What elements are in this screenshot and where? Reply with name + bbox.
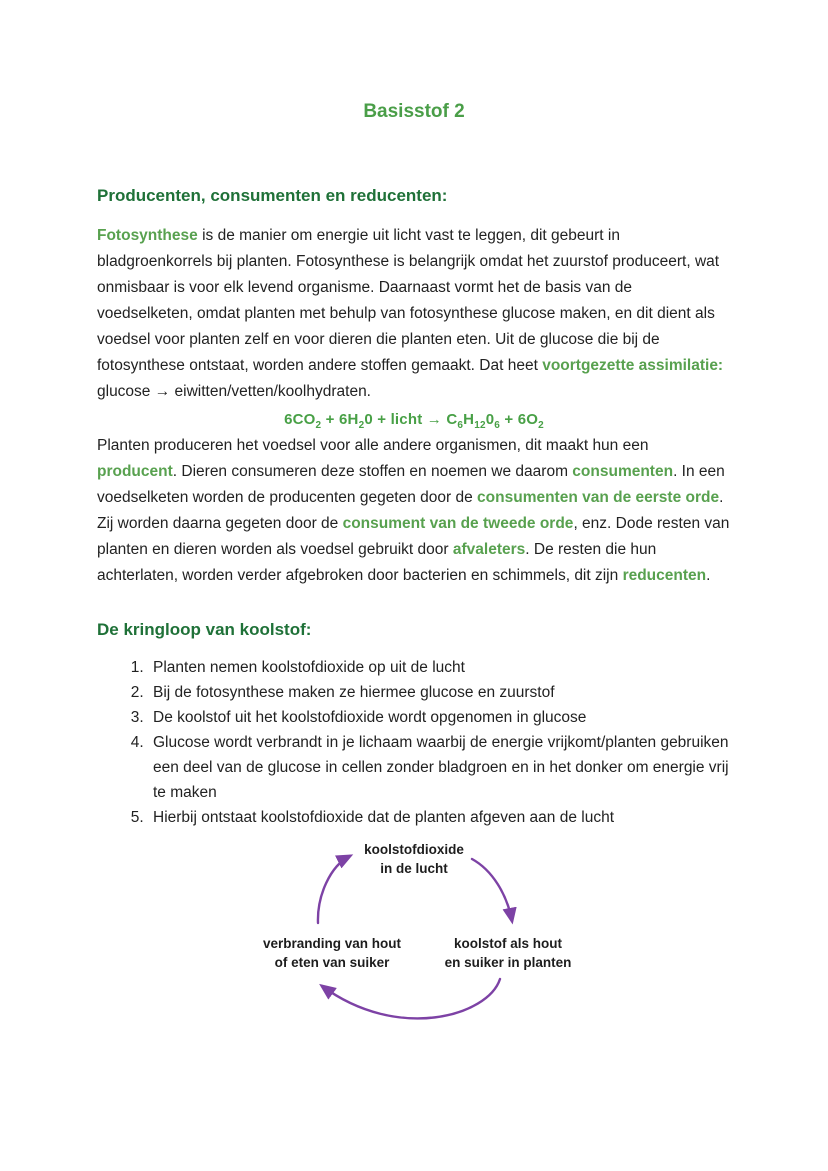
- text-segment: . In een voedselketen worden de producenten gegeten door de: [97, 463, 725, 506]
- text-segment: glucose: [97, 383, 155, 400]
- text-segment: 2: [358, 420, 365, 431]
- text-segment: .: [706, 567, 711, 584]
- list-item: 1. Planten nemen koolstofdioxide op uit de lucht: [148, 655, 731, 680]
- diagram-label-line: of eten van suiker: [274, 955, 390, 970]
- diagram-label-line: en suiker in planten: [444, 955, 572, 970]
- paragraph-photosynthesis: [97, 223, 731, 405]
- diagram-label-carbon-in-plants: [445, 934, 572, 972]
- text-segment: . Zij worden daarna gegeten door de: [97, 489, 724, 532]
- text-segment: →: [426, 411, 442, 428]
- text-segment: 0: [485, 411, 495, 428]
- text-segment: H: [463, 411, 475, 428]
- diagram-label-line: koolstofdioxide: [364, 842, 464, 857]
- highlight-term: consumenten: [572, 463, 674, 480]
- cycle-arrow-up-left: [318, 856, 350, 923]
- photosynthesis-formula: [97, 407, 731, 433]
- list-item: 2. Bij de fotosynthese maken ze hiermee glucose en zuurstof: [148, 680, 731, 705]
- diagram-label-burning-wood: [263, 934, 401, 972]
- diagram-label-line: koolstof als hout: [454, 936, 562, 951]
- diagram-label-line: verbranding van hout: [262, 936, 402, 951]
- highlight-term: Fotosynthese: [97, 227, 198, 244]
- highlight-term: reducenten: [622, 567, 707, 584]
- section1-heading: Producenten, consumenten en reducenten:: [97, 186, 448, 205]
- highlight-term: consumenten van de eerste orde: [477, 489, 720, 506]
- highlight-term: afvaleters: [452, 541, 526, 558]
- text-segment: . Dieren consumeren deze stoffen en noemen we daarom: [172, 463, 573, 480]
- text-segment: 6: [494, 420, 501, 431]
- list-item: 5. Hierbij ontstaat koolstofdioxide dat de planten afgeven aan de lucht: [148, 805, 731, 830]
- paragraph-producers-consumers: [97, 433, 731, 589]
- text-segment: C: [441, 411, 458, 428]
- text-segment: 6: [457, 420, 464, 431]
- document-title: Basisstof 2: [363, 101, 465, 122]
- list-item: 4. Glucose wordt verbrandt in je lichaam waarbij de energie vrijkomt/planten gebruiken een deel van de glucose in cellen zonder bladgroen en in het donker om energie vrij te maken: [148, 730, 731, 805]
- highlight-term: consument van de tweede orde: [342, 515, 574, 532]
- text-segment: , enz. Dode resten van planten en dieren worden als voedsel gebruikt door: [97, 515, 730, 558]
- text-segment: 0 + licht: [364, 411, 427, 428]
- cycle-arrow-down-right: [472, 859, 512, 921]
- highlight-term: producent: [97, 463, 173, 480]
- text-segment: is de manier om energie uit licht vast te leggen, dit gebeurt in bladgroenkorrels bij planten. Fotosynthese is belangrijk omdat het zuurstof produceert, wat onmisbaar is voor elk levend organisme. Daarnaast vormt het de basis van de voedselketen, omdat planten met behulp van fotosynthese glucose maken, en dit dient als voedsel voor planten zelf en voor dieren die planten eten. Uit de glucose die bij de fotosynthese ontstaat, worden andere stoffen gemaakt. Dat heet: [97, 227, 720, 374]
- text-segment: + 6H: [321, 411, 359, 428]
- text-segment: . De resten die hun achterlaten, worden verder afgebroken door bacterien en schimmels, dit zijn: [97, 541, 657, 584]
- carbon-cycle-list: [97, 655, 731, 830]
- highlight-term: voortgezette assimilatie:: [542, 357, 724, 374]
- text-segment: 2: [315, 420, 322, 431]
- text-segment: 6CO: [284, 411, 316, 428]
- cycle-arrow-bottom: [322, 979, 500, 1018]
- carbon-cycle-diagram: [97, 840, 731, 1045]
- text-segment: + 6O: [500, 411, 539, 428]
- text-segment: 2: [538, 420, 544, 431]
- diagram-label-line: in de lucht: [380, 861, 448, 876]
- text-segment: Planten produceren het voedsel voor alle andere organismen, dit maakt hun een: [97, 437, 649, 454]
- arrow-glyph: →: [154, 383, 171, 400]
- list-item: 3. De koolstof uit het koolstofdioxide wordt opgenomen in glucose: [148, 705, 731, 730]
- text-segment: 12: [474, 420, 486, 431]
- text-segment: eiwitten/vetten/koolhydraten.: [170, 383, 371, 400]
- section2-heading: De kringloop van koolstof:: [97, 620, 312, 639]
